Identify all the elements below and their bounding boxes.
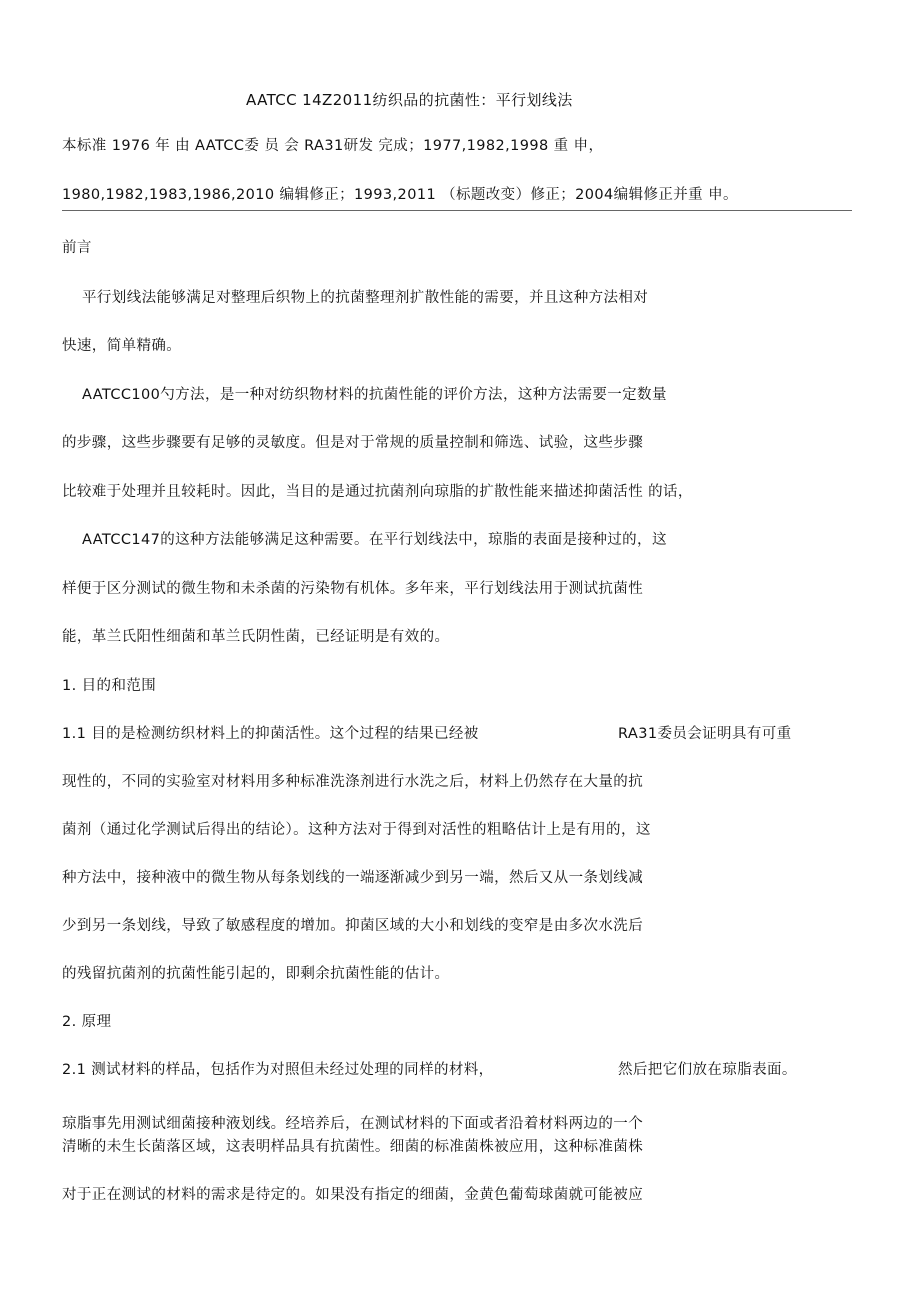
- foreword-line: 比较难于处理并且较耗时。因此，当目的是通过抗菌剂向琼脂的扩散性能来描述抑菌活性 的话，: [62, 484, 693, 500]
- header-divider: [62, 210, 852, 211]
- foreword-line: 快速，简单精确。: [62, 338, 182, 354]
- foreword-line: AATCC100勺方法，是一种对纺织物材料的抗菌性能的评价方法，这种方法需要一定数量: [82, 387, 667, 403]
- section-2-1-end: 然后把它们放在琼脂表面。: [618, 1062, 797, 1078]
- section-1-line: 少到另一条划线，导致了敏感程度的增加。抑菌区域的大小和划线的变窄是由多次水洗后: [62, 918, 644, 934]
- section-1-line: 菌剂（通过化学测试后得出的结论）。这种方法对于得到对活性的粗略估计上是有用的，这: [62, 822, 651, 838]
- header-line-2: 1980,1982,1983,1986,2010 编辑修正；1993,2011 （标题改变）修正；2004编辑修正并重 申。: [62, 187, 738, 203]
- foreword-heading: 前言: [62, 240, 92, 256]
- section-2-1-start: 2.1 测试材料的样品，包括作为对照但未经过处理的同样的材料，: [62, 1062, 494, 1078]
- section-1-line: 的残留抗菌剂的抗菌性能引起的，即剩余抗菌性能的估计。: [62, 966, 450, 982]
- section-2-line: 清晰的未生长菌落区域，这表明样品具有抗菌性。细菌的标准菌株被应用，这种标准菌株: [62, 1139, 644, 1155]
- foreword-line: AATCC147的这种方法能够满足这种需要。在平行划线法中，琼脂的表面是接种过的，这: [82, 532, 667, 548]
- foreword-line: 的步骤，这些步骤要有足够的灵敏度。但是对于常规的质量控制和筛选、试验，这些步骤: [62, 435, 644, 451]
- foreword-line: 平行划线法能够满足对整理后织物上的抗菌整理剂扩散性能的需要，并且这种方法相对: [82, 290, 649, 306]
- section-1-heading: 1. 目的和范围: [62, 678, 157, 694]
- foreword-line: 样便于区分测试的微生物和未杀菌的污染物有机体。多年来，平行划线法用于测试抗菌性: [62, 581, 644, 597]
- section-1-line: 种方法中，接种液中的微生物从每条划线的一端逐渐减少到另一端，然后又从一条划线减: [62, 870, 644, 886]
- header-line-1: 本标准 1976 年 由 AATCC委 员 会 RA31研发 完成；1977,1982,1998 重 申，: [62, 138, 604, 154]
- section-1-line: 现性的，不同的实验室对材料用多种标准洗涤剂进行水洗之后，材料上仍然存在大量的抗: [62, 774, 644, 790]
- document-title: AATCC 14Z2011纺织品的抗菌性：平行划线法: [246, 91, 573, 109]
- section-1-1-start: 1.1 目的是检测纺织材料上的抑菌活性。这个过程的结果已经被: [62, 726, 479, 742]
- section-1-1-end: RA31委员会证明具有可重: [618, 726, 792, 742]
- section-2-line: 琼脂事先用测试细菌接种液划线。经培养后，在测试材料的下面或者沿着材料两边的一个: [62, 1116, 644, 1132]
- foreword-line: 能，革兰氏阳性细菌和革兰氏阴性菌，已经证明是有效的。: [62, 629, 450, 645]
- section-2-line: 对于正在测试的材料的需求是待定的。如果没有指定的细菌，金黄色葡萄球菌就可能被应: [62, 1187, 644, 1203]
- section-2-heading: 2. 原理: [62, 1014, 112, 1030]
